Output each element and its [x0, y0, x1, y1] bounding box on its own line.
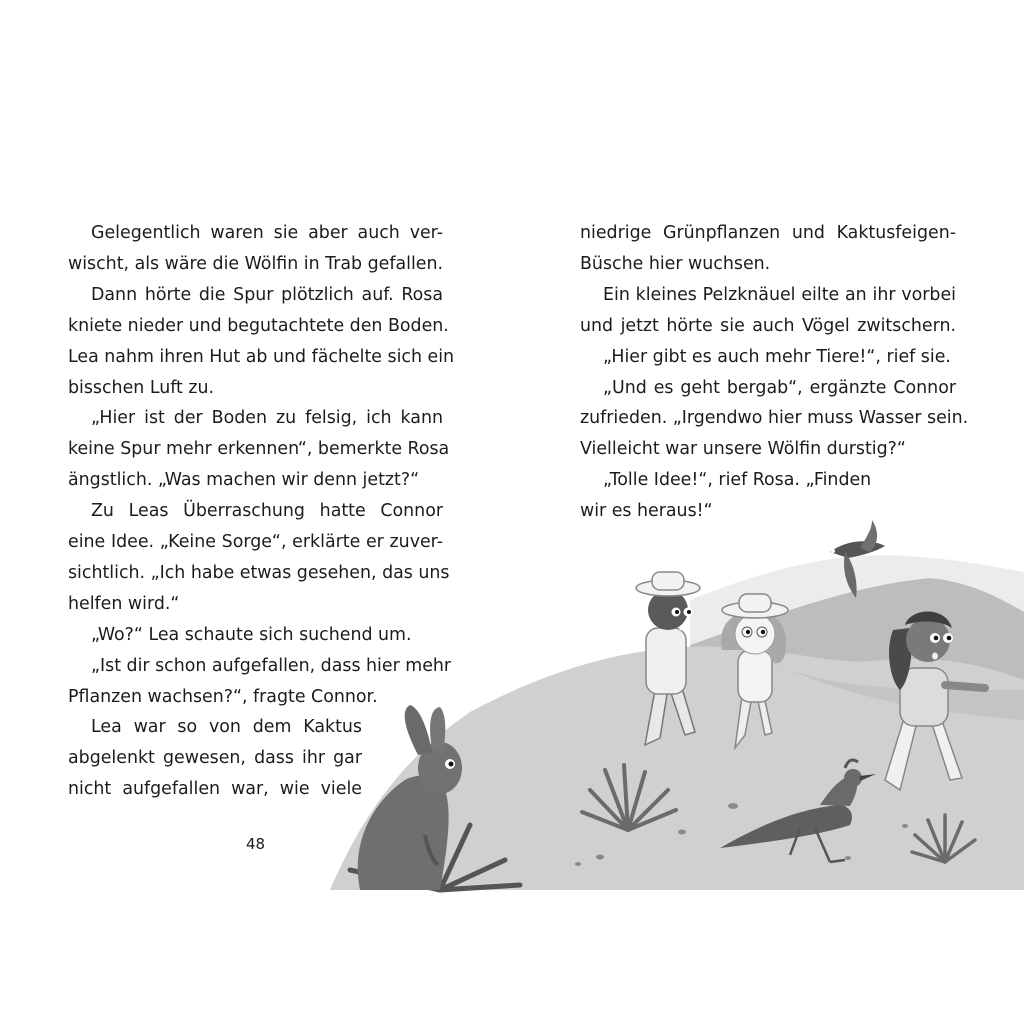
text-line: abgelenkt gewesen, dass ihr gar	[68, 748, 362, 769]
text-line: nicht aufgefallen war, wie viele	[68, 779, 362, 800]
text-line: sichtlich. „Ich habe etwas gesehen, das uns	[68, 562, 450, 583]
text-line: Lea war so von dem Kaktus	[91, 717, 362, 738]
text-line: keine Spur mehr erkennen“, bemerkte Rosa	[68, 439, 450, 460]
text-line: „Hier ist der Boden zu felsig, ich kann	[91, 408, 443, 429]
text-line: Ein kleines Pelzknäuel eilte an ihr vorbei	[603, 284, 956, 305]
text-line: Gelegentlich waren sie aber auch ver-	[91, 223, 443, 243]
text-line: „Ist dir schon aufgefallen, dass hier mehr	[91, 655, 452, 676]
text-line: Büsche hier wuchsen.	[580, 253, 771, 274]
text-line: „Wo?“ Lea schaute sich suchend um.	[91, 624, 412, 645]
text-line: eine Idee. „Keine Sorge“, erklärte er zuver-	[68, 532, 443, 552]
text-line: zufrieden. „Irgendwo hier muss Wasser sein.	[580, 408, 969, 429]
text-line: bisschen Luft zu.	[68, 377, 215, 398]
text-line: und jetzt hörte sie auch Vögel zwitschern.	[580, 315, 956, 336]
text-line: ängstlich. „Was machen wir denn jetzt?“	[68, 470, 420, 491]
text-line: Zu Leas Überraschung hatte Connor	[91, 501, 443, 522]
page-number: 48	[246, 835, 266, 853]
text-line: Lea nahm ihren Hut ab und fächelte sich ein	[68, 346, 455, 367]
text-line: wischt, als wäre die Wölfin in Trab gefallen.	[68, 253, 444, 274]
text-line: „Tolle Idee!“, rief Rosa. „Finden	[603, 470, 872, 491]
text-line: helfen wird.“	[68, 593, 180, 614]
text-line: „Hier gibt es auch mehr Tiere!“, rief sie.	[603, 346, 951, 367]
text-line: Dann hörte die Spur plötzlich auf. Rosa	[91, 284, 443, 305]
text-line: wir es heraus!“	[580, 501, 713, 522]
text-line: kniete nieder und begutachtete den Boden.	[68, 315, 449, 336]
text-line: „Und es geht bergab“, ergänzte Connor	[603, 377, 956, 398]
text-line: Vielleicht war unsere Wölfin durstig?“	[580, 439, 906, 460]
text-line: Pflanzen wachsen?“, fragte Connor.	[68, 686, 378, 707]
text-line: niedrige Grünpflanzen und Kaktusfeigen-	[580, 223, 956, 243]
